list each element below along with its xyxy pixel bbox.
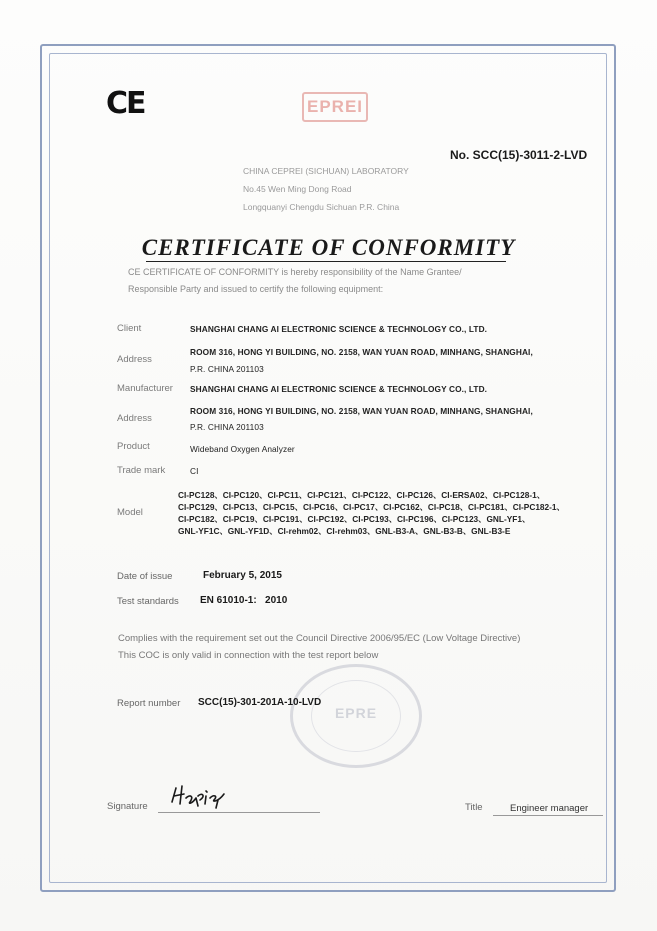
model-label: Model — [117, 507, 143, 518]
model-line: GNL-YF1C、GNL-YF1D、CI-rehm02、CI-rehm03、GNL-B3-A、GNL-B3-B、GNL-B3-E — [178, 526, 511, 536]
client-label: Client — [117, 323, 142, 334]
date-of-issue-label: Date of issue — [117, 571, 173, 582]
lab-address-line-1: No.45 Wen Ming Dong Road — [243, 184, 352, 194]
product-label: Product — [117, 441, 150, 452]
model-line: CI-PC128、CI-PC120、CI-PC11、CI-PC121、CI-PC122、CI-PC126、CI-ERSA02、CI-PC128-1、 — [178, 490, 546, 500]
client-address-line-1: ROOM 316, HONG YI BUILDING, NO. 2158, WAN YUAN ROAD, MINHANG, SHANGHAI, — [190, 347, 533, 357]
lab-address-line-2: Longquanyi Chengdu Sichuan P.R. China — [243, 202, 400, 212]
test-standards-label: Test standards — [117, 596, 179, 607]
manufacturer-label: Manufacturer — [117, 383, 173, 394]
address-label: Address — [117, 354, 152, 365]
signature-label: Signature — [107, 801, 148, 812]
manufacturer-address-label: Address — [117, 413, 152, 424]
title-value: Engineer manager — [510, 803, 589, 814]
title-line — [493, 815, 603, 816]
model-list — [178, 489, 598, 537]
trademark-label: Trade mark — [117, 465, 166, 476]
seal-logo-text: EPRE — [334, 705, 378, 721]
compliance-line-2: This COC is only valid in connection with the test report below — [118, 650, 379, 661]
title-label: Title — [465, 802, 483, 813]
model-line: CI-PC182、CI-PC19、CI-PC191、CI-PC192、CI-PC193、CI-PC196、CI-PC123、GNL-YF1、 — [178, 514, 531, 524]
signature-line — [158, 812, 320, 813]
date-of-issue-value: February 5, 2015 — [203, 570, 282, 581]
title-underline — [146, 261, 506, 262]
ceprei-logo: EPREI — [302, 92, 368, 122]
report-number-label: Report number — [117, 698, 181, 709]
product-value: Wideband Oxygen Analyzer — [190, 444, 295, 454]
manufacturer-value: SHANGHAI CHANG AI ELECTRONIC SCIENCE & TECHNOLOGY CO., LTD. — [190, 384, 488, 394]
client-value: SHANGHAI CHANG AI ELECTRONIC SCIENCE & TECHNOLOGY CO., LTD. — [190, 324, 488, 334]
certificate-number: No. SCC(15)-3011-2-LVD — [450, 148, 588, 162]
ce-mark-logo: CE — [106, 86, 145, 121]
intro-line-2: Responsible Party and issued to certify the following equipment: — [128, 284, 384, 294]
intro-line-1: CE CERTIFICATE OF CONFORMITY is hereby responsibility of the Name Grantee/ — [128, 267, 462, 277]
test-standards-value: EN 61010-1: 2010 — [200, 595, 288, 606]
report-number-value: SCC(15)-301-201A-10-LVD — [198, 697, 322, 708]
model-line: CI-PC129、CI-PC13、CI-PC15、CI-PC16、CI-PC17、CI-PC162、CI-PC18、CI-PC181、CI-PC182-1、 — [178, 502, 565, 512]
trademark-value: CI — [190, 466, 199, 476]
manufacturer-address-line-2: P.R. CHINA 201103 — [190, 422, 264, 432]
compliance-line-1: Complies with the requirement set out the Council Directive 2006/95/EC (Low Voltage Directive) — [118, 633, 521, 644]
manufacturer-address-line-1: ROOM 316, HONG YI BUILDING, NO. 2158, WAN YUAN ROAD, MINHANG, SHANGHAI, — [190, 406, 533, 416]
handwritten-signature — [168, 782, 248, 810]
certificate-title: CERTIFICATE OF CONFORMITY — [141, 235, 516, 260]
client-address-line-2: P.R. CHINA 201103 — [190, 364, 264, 374]
lab-name: CHINA CEPREI (SICHUAN) LABORATORY — [243, 166, 409, 176]
